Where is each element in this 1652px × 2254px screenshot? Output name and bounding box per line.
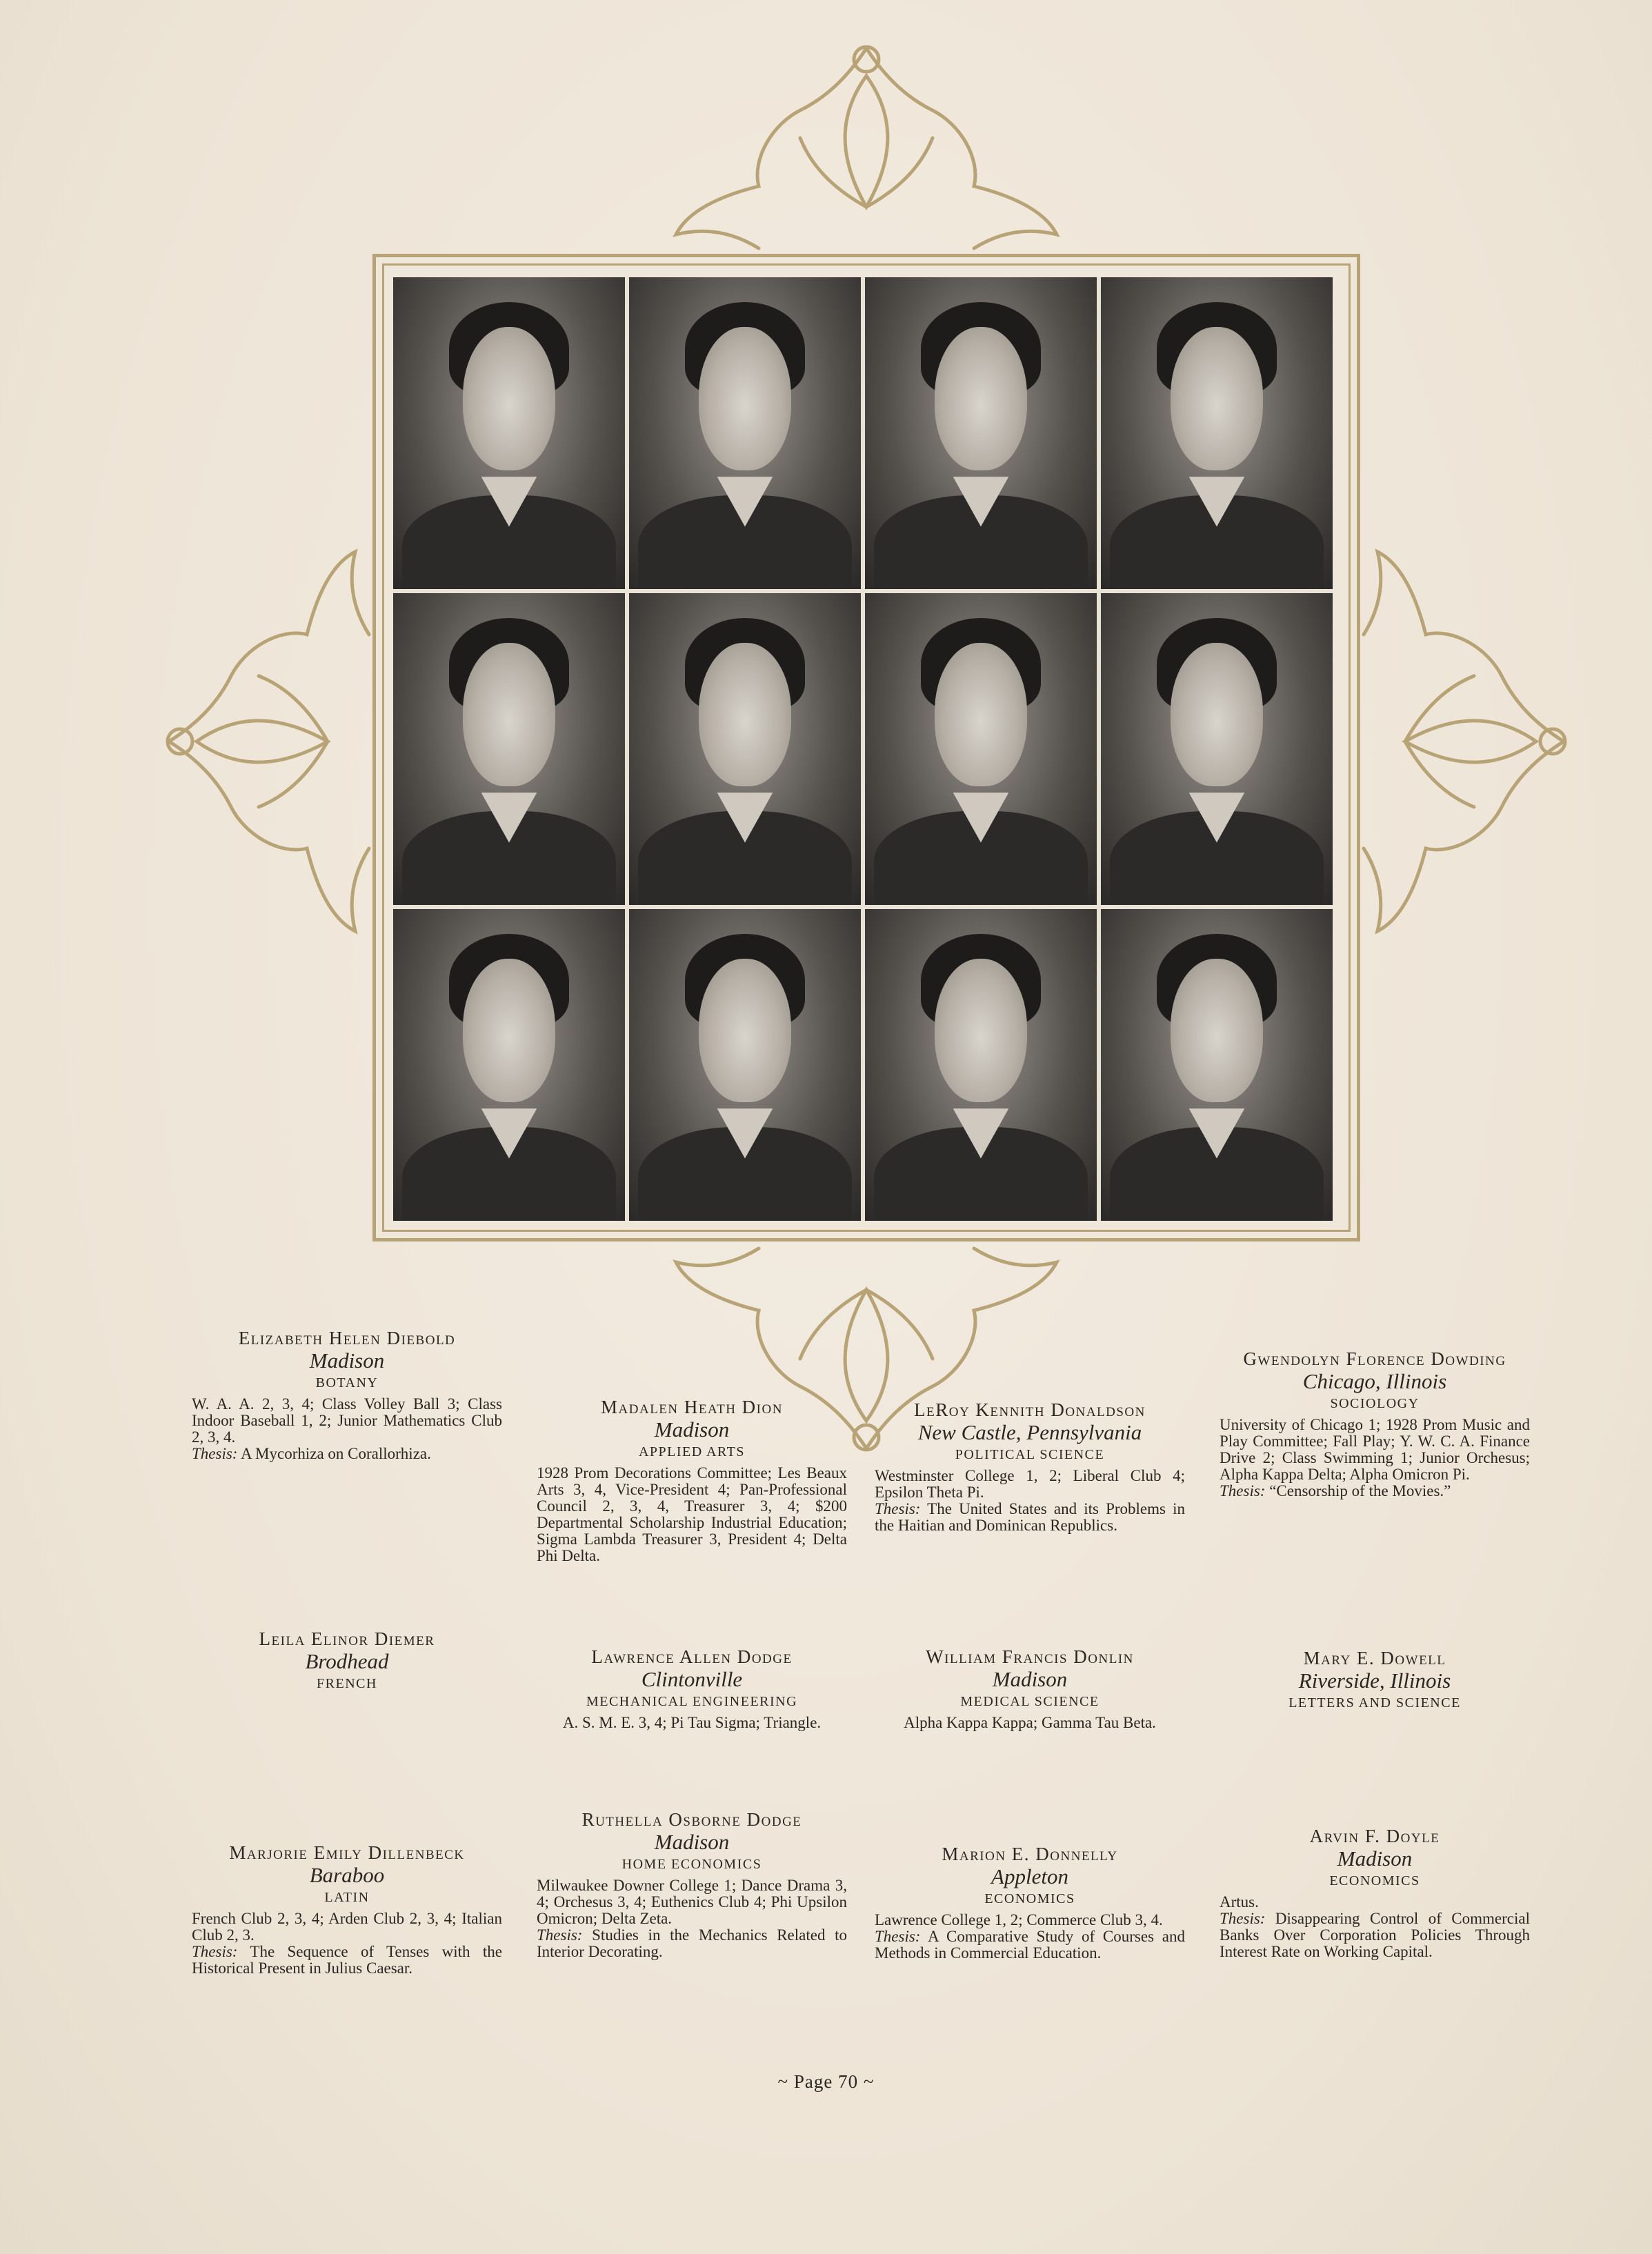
bio-town: Madison bbox=[1337, 1846, 1413, 1871]
bio-town: Madison bbox=[654, 1830, 730, 1854]
bio-dowell bbox=[1220, 1647, 1530, 1716]
bio-text: French Club 2, 3, 4; Arden Club 2, 3, 4; Italian Club 2, 3. Thesis: The Sequence of Tenses with the Historical Present in Julius Caesar. bbox=[192, 1910, 502, 1977]
bio-text: Milwaukee Downer College 1; Dance Drama 3, 4; Orchesus 3, 4; Euthenics Club 4; Phi Upsilon Omicron; Delta Zeta. Thesis: Studies in the Mechanics Related to Interior Decorating. bbox=[537, 1877, 848, 1960]
page-number: ~ Page 70 ~ bbox=[777, 2071, 875, 2092]
bio-major: BOTANY bbox=[315, 1375, 379, 1390]
bio-diebold bbox=[192, 1327, 502, 1462]
bio-dillenbeck bbox=[192, 1842, 502, 1977]
bio-major: ECONOMICS bbox=[1329, 1873, 1420, 1888]
bio-diemer bbox=[192, 1628, 502, 1697]
bio-name: Mary E. Dowell bbox=[1303, 1648, 1446, 1668]
bio-text: W. A. A. 2, 3, 4; Class Volley Ball 3; Class Indoor Baseball 1, 2; Junior Mathematics Club 2, 3, 4. Thesis: A Mycorhiza on Corallorhiza. bbox=[192, 1395, 502, 1462]
portrait-photo bbox=[393, 277, 625, 589]
portrait-grid bbox=[393, 277, 1333, 1221]
bio-donaldson bbox=[875, 1399, 1185, 1534]
bio-town: Madison bbox=[992, 1667, 1068, 1691]
bio-town: Chicago, Illinois bbox=[1302, 1369, 1447, 1393]
bio-town: Riverside, Illinois bbox=[1298, 1668, 1451, 1693]
bio-doyle bbox=[1220, 1825, 1530, 1960]
bio-major: POLITICAL SCIENCE bbox=[955, 1447, 1105, 1462]
bio-text: Lawrence College 1, 2; Commerce Club 3, 4. Thesis: A Comparative Study of Courses and Methods in Commercial Education. bbox=[875, 1911, 1185, 1962]
bio-major: SOCIOLOGY bbox=[1330, 1396, 1420, 1411]
portrait-photo bbox=[629, 277, 861, 589]
bio-text: A. S. M. E. 3, 4; Pi Tau Sigma; Triangle. bbox=[562, 1714, 822, 1731]
bio-dowding bbox=[1220, 1348, 1530, 1499]
bio-name: LeRoy Kennith Donaldson bbox=[914, 1399, 1146, 1420]
bio-name: Lawrence Allen Dodge bbox=[591, 1646, 793, 1667]
bio-name: Gwendolyn Florence Dowding bbox=[1243, 1348, 1506, 1369]
bio-name: Elizabeth Helen Diebold bbox=[238, 1328, 456, 1348]
bio-town: Madison bbox=[654, 1417, 730, 1442]
bio-major: MEDICAL SCIENCE bbox=[960, 1694, 1099, 1709]
bio-major: MECHANICAL ENGINEERING bbox=[586, 1694, 798, 1709]
bio-name: William Francis Donlin bbox=[926, 1646, 1134, 1667]
bio-text: 1928 Prom Decorations Committee; Les Beaux Arts 3, 4, Vice-President 4; Pan-Professional Council 2, 3, 4, Treasurer 3, 4; $200 Departmental Scholarship Industrial Education; Sigma Lambda Treasurer 3, President 4; Delta Phi Delta. bbox=[537, 1464, 847, 1564]
bio-text: Westminster College 1, 2; Liberal Club 4; Epsilon Theta Pi. Thesis: The United States and its Problems in the Haitian and Dominican Republics. bbox=[875, 1467, 1185, 1534]
bio-town: Baraboo bbox=[309, 1863, 385, 1887]
portrait-photo bbox=[1101, 909, 1333, 1221]
bio-donlin bbox=[875, 1646, 1185, 1731]
bio-town: Brodhead bbox=[305, 1649, 389, 1673]
portrait-photo bbox=[393, 593, 625, 905]
bio-town: New Castle, Pennsylvania bbox=[917, 1420, 1142, 1444]
portrait-photo bbox=[865, 277, 1097, 589]
bio-major: HOME ECONOMICS bbox=[621, 1857, 762, 1872]
bio-name: Madalen Heath Dion bbox=[601, 1397, 783, 1417]
bio-text: University of Chicago 1; 1928 Prom Music and Play Committee; Fall Play; Y. W. C. A. Finance Drive 2; Class Swimming 1; Junior Orchesus; Alpha Kappa Delta; Alpha Omicron Pi. Thesis: “Censorship of the Movies.” bbox=[1220, 1416, 1530, 1499]
portrait-photo bbox=[1101, 593, 1333, 905]
bio-major: LETTERS AND SCIENCE bbox=[1288, 1695, 1461, 1711]
bio-major: FRENCH bbox=[317, 1676, 377, 1691]
portrait-photo bbox=[393, 909, 625, 1221]
portrait-photo bbox=[629, 909, 861, 1221]
portrait-photo bbox=[629, 593, 861, 905]
bio-name: Leila Elinor Diemer bbox=[259, 1628, 435, 1649]
bio-major: LATIN bbox=[324, 1890, 370, 1905]
bio-text: Artus. Thesis: Disappearing Control of Commercial Banks Over Corporation Policies Through Interest Rate on Working Capital. bbox=[1220, 1893, 1530, 1960]
bio-name: Marion E. Donnelly bbox=[942, 1844, 1118, 1864]
bio-donnelly bbox=[875, 1843, 1185, 1962]
portrait-photo bbox=[865, 909, 1097, 1221]
bio-text: Alpha Kappa Kappa; Gamma Tau Beta. bbox=[904, 1714, 1156, 1731]
bio-name: Marjorie Emily Dillenbeck bbox=[229, 1842, 465, 1863]
bio-dion bbox=[537, 1396, 847, 1564]
bio-town: Clintonville bbox=[641, 1667, 743, 1691]
bio-lawrence-dodge bbox=[537, 1646, 847, 1731]
portrait-photo bbox=[865, 593, 1097, 905]
bio-town: Madison bbox=[309, 1348, 385, 1373]
bio-name: Arvin F. Doyle bbox=[1309, 1826, 1440, 1846]
bio-major: ECONOMICS bbox=[984, 1891, 1075, 1906]
bio-ruthella-dodge bbox=[537, 1808, 847, 1960]
bio-name: Ruthella Osborne Dodge bbox=[581, 1809, 802, 1830]
bio-major: APPLIED ARTS bbox=[638, 1444, 746, 1459]
bio-town: Appleton bbox=[991, 1864, 1068, 1888]
portrait-photo bbox=[1101, 277, 1333, 589]
